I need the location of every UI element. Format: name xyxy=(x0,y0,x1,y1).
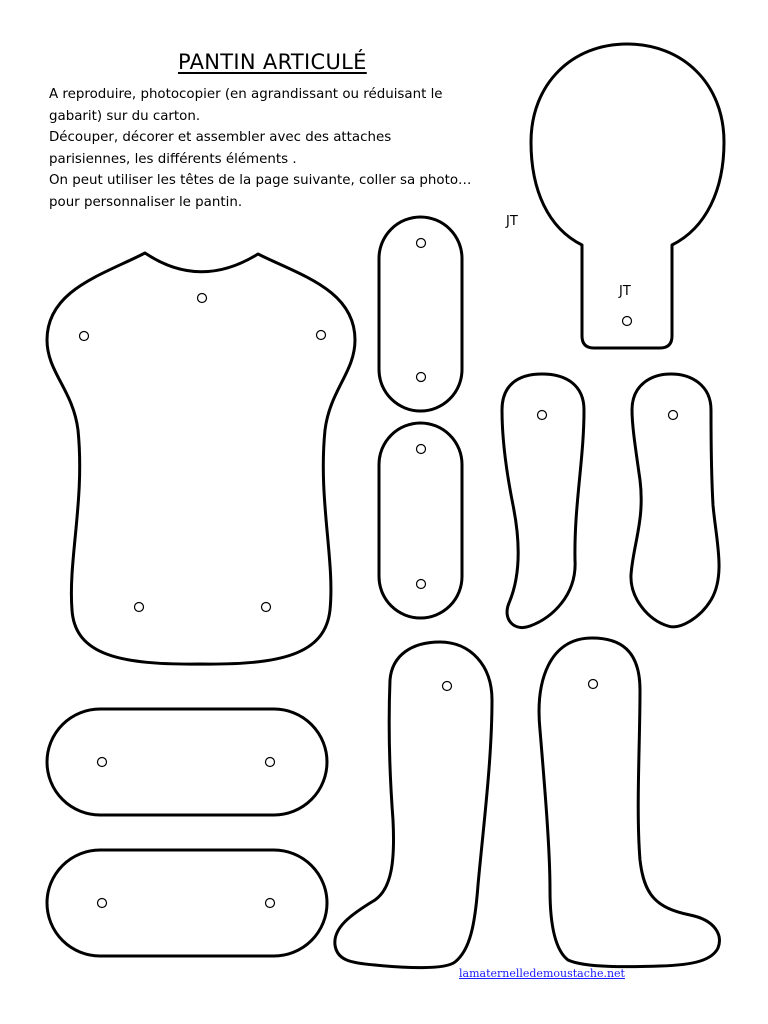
leg-left-piece xyxy=(335,642,492,968)
torso-hole-neck xyxy=(198,294,207,303)
head-piece xyxy=(531,44,724,348)
instruction-line: gabarit) sur du carton. xyxy=(49,108,201,124)
thigh-hole-left xyxy=(98,899,107,908)
torso-piece xyxy=(47,253,355,664)
torso-hole-shoulder-right xyxy=(317,331,326,340)
thigh-piece xyxy=(47,850,327,956)
upper-arm-hole-top xyxy=(417,239,426,248)
instruction-line: Découper, décorer et assembler avec des attaches xyxy=(49,130,392,146)
leg-left-hole xyxy=(443,682,452,691)
upper-arm-hole-bottom xyxy=(417,580,426,589)
torso-hole-shoulder-left xyxy=(80,332,89,341)
credit-link[interactable]: lamaternelledemoustache.net xyxy=(459,967,625,980)
instruction-line: parisiennes, les différents éléments . xyxy=(49,151,297,167)
thigh-hole-right xyxy=(266,758,275,767)
thigh-hole-left xyxy=(98,758,107,767)
page-title: PANTIN ARTICULÉ xyxy=(178,50,367,74)
forearm-left-hole xyxy=(538,411,547,420)
upper-arm-hole-bottom xyxy=(417,373,426,382)
instruction-line: A reproduire, photocopier (en agrandissant ou réduisant le xyxy=(49,87,443,102)
thigh-hole-right xyxy=(266,899,275,908)
forearm-right-hole xyxy=(669,411,678,420)
upper-arm-hole-top xyxy=(417,445,426,454)
leg-right-piece xyxy=(539,638,719,967)
thigh-piece xyxy=(47,709,327,815)
torso-hole-hip-left xyxy=(135,603,144,612)
head-hole xyxy=(623,317,632,326)
instruction-line: On peut utiliser les têtes de la page suivante, coller sa photo… xyxy=(49,173,472,189)
torso-hole-hip-right xyxy=(262,603,271,612)
initials-marker: JT xyxy=(619,284,631,299)
leg-right-hole xyxy=(589,680,598,689)
initials-marker: JT xyxy=(506,214,518,229)
instruction-line: pour personnaliser le pantin. xyxy=(49,194,243,210)
